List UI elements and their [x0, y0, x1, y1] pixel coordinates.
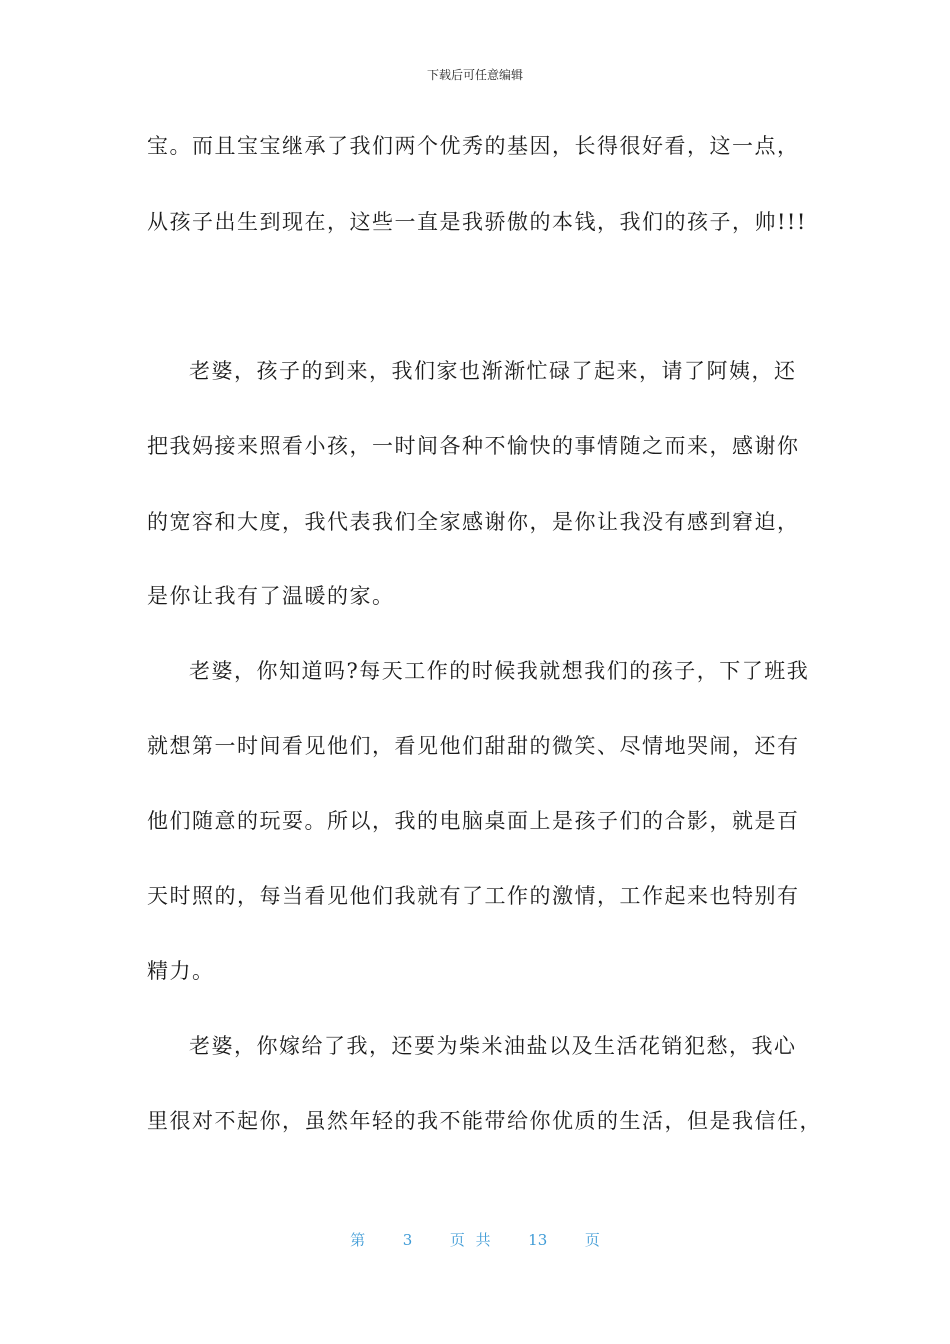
text-line: 他们随意的玩耍。所以，我的电脑桌面上是孩子们的合影，就是百	[147, 809, 800, 833]
text-line: 把我妈接来照看小孩，一时间各种不愉快的事情随之而来，感谢你	[147, 434, 800, 458]
text-line: 是你让我有了温暖的家。	[147, 584, 395, 608]
text-line: 精力。	[147, 959, 215, 983]
text-line: 就想第一时间看见他们，看见他们甜甜的微笑、尽情地哭闹，还有	[147, 734, 800, 758]
footer-middle: 页 共	[449, 1231, 491, 1249]
footer-total-pages: 13	[528, 1231, 548, 1249]
page-header: 下载后可任意编辑	[426, 68, 523, 82]
footer-prefix: 第	[350, 1231, 366, 1249]
text-line: 天时照的，每当看见他们我就有了工作的激情，工作起来也特别有	[147, 884, 800, 908]
text-line: 老婆，孩子的到来，我们家也渐渐忙碌了起来，请了阿姨，还	[189, 359, 797, 383]
text-line: 宝。而且宝宝继承了我们两个优秀的基因，长得很好看，这一点，	[147, 134, 800, 158]
text-line: 的宽容和大度，我代表我们全家感谢你，是你让我没有感到窘迫，	[147, 510, 800, 534]
page-footer	[0, 1229, 950, 1250]
text-line: 从孩子出生到现在，这些一直是我骄傲的本钱，我们的孩子，帅!!!	[147, 210, 807, 234]
footer-page-number: 3	[402, 1231, 413, 1249]
text-line: 老婆，你知道吗?每天工作的时候我就想我们的孩子，下了班我	[189, 659, 810, 683]
text-line: 里很对不起你，虽然年轻的我不能带给你优质的生活，但是我信任，	[147, 1109, 822, 1133]
footer-suffix: 页	[584, 1231, 600, 1249]
text-line: 老婆，你嫁给了我，还要为柴米油盐以及生活花销犯愁，我心	[189, 1034, 797, 1058]
